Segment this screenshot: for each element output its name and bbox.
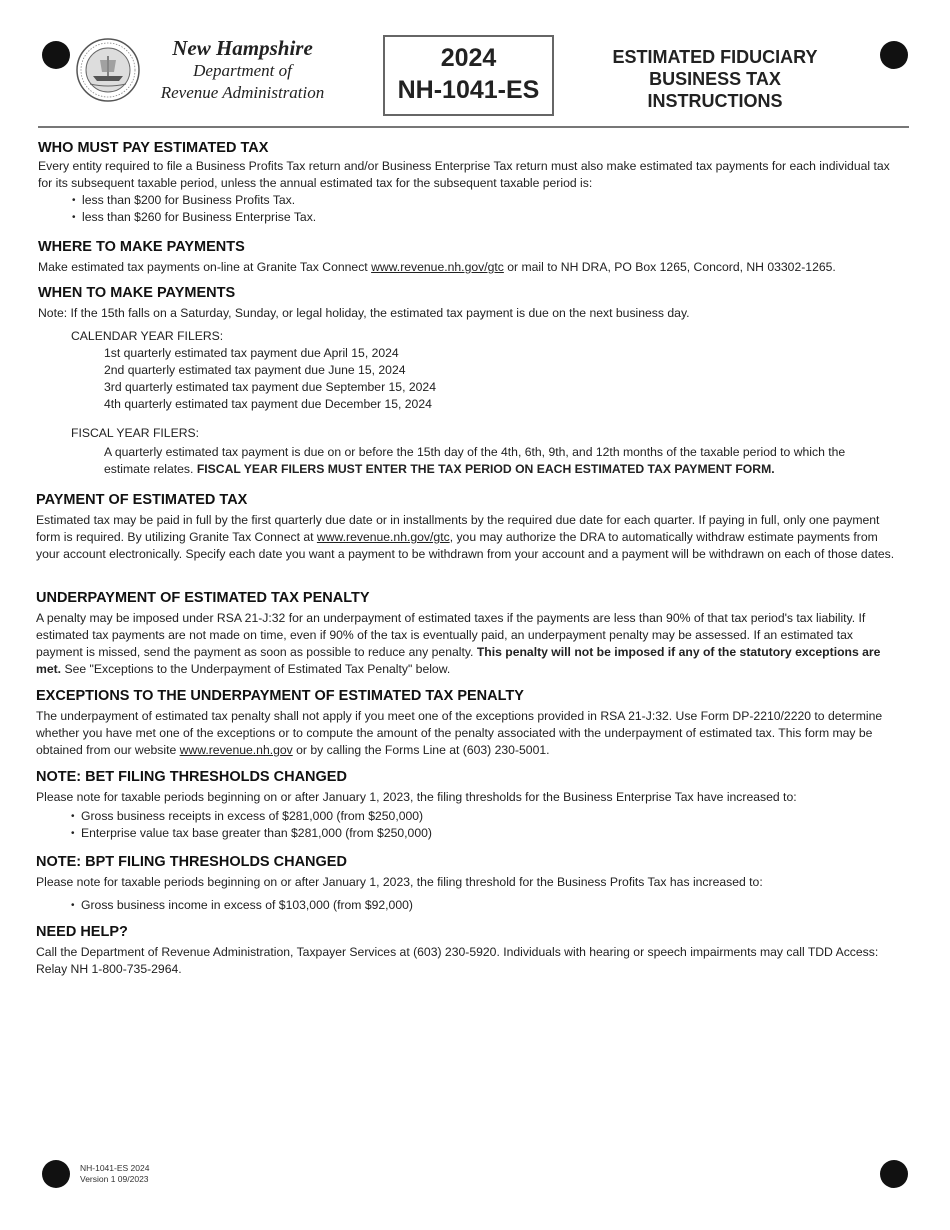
agency-name xyxy=(140,36,345,104)
fiscal-bold-text: FISCAL YEAR FILERS MUST ENTER THE TAX PERIOD ON EACH ESTIMATED TAX PAYMENT FORM. xyxy=(196,462,775,476)
registration-mark-bottom-left xyxy=(42,1160,70,1188)
section-need-help xyxy=(36,922,900,978)
document-title xyxy=(590,46,840,112)
section-text: Call the Department of Revenue Administration, Taxpayer Services at (603) 230-5920. Individuals with hearing or speech impairments may call TDD Access: Relay NH 1-800-735-2964. xyxy=(36,945,879,976)
gtc-link[interactable]: www.revenue.nh.gov/gtc xyxy=(316,530,450,544)
fiscal-label: FISCAL YEAR FILERS: xyxy=(71,426,200,440)
section-exceptions xyxy=(36,686,900,759)
section-bpt-thresholds xyxy=(36,852,900,914)
section-heading: PAYMENT OF ESTIMATED TAX xyxy=(36,492,248,508)
text-part: Estimated tax may be paid in full by the first quarterly due date or in installments by the required due date for each quarter. If paying in full, only one payment form is required. By utilizing Granite Tax Connect at xyxy=(36,513,880,544)
section-where-to-pay xyxy=(38,237,908,276)
section-heading: NOTE: BPT FILING THRESHOLDS CHANGED xyxy=(36,854,347,870)
website-link[interactable]: www.revenue.nh.gov xyxy=(179,743,293,757)
list-item: • Gross business income in excess of $103,000 (from $92,000) xyxy=(71,897,900,914)
form-number: NH-1041-ES xyxy=(397,76,540,104)
registration-mark-top-left xyxy=(42,41,70,69)
section-payment xyxy=(36,490,900,563)
calendar-label: CALENDAR YEAR FILERS: xyxy=(71,329,224,343)
section-bet-thresholds xyxy=(36,767,900,842)
nh-state-seal-icon xyxy=(76,38,140,102)
header-divider xyxy=(38,126,909,128)
section-heading: EXCEPTIONS TO THE UNDERPAYMENT OF ESTIMATED TAX PENALTY xyxy=(36,688,524,704)
title-line-3: INSTRUCTIONS xyxy=(647,91,783,111)
list-item: 1st quarterly estimated tax payment due April 15, 2024 xyxy=(104,346,399,360)
text-part: The underpayment of estimated tax penalty shall not apply if you meet one of the exceptions provided in RSA 21-J:32. Use Form DP-2210/2220 to determine whether you have met one of the exceptions or to compute the amount of the penalty associated with the underpayment of estimated tax. This form may be obtained from our website xyxy=(36,709,883,757)
section-when-to-pay xyxy=(38,283,908,478)
section-heading: NEED HELP? xyxy=(36,924,128,940)
threshold-list xyxy=(71,808,900,842)
section-text: Please note for taxable periods beginning on or after January 1, 2023, the filing threshold for the Business Profits Tax has increased to: xyxy=(36,875,763,889)
list-item: • less than $200 for Business Profits Tax. xyxy=(72,192,898,209)
section-heading: NOTE: BET FILING THRESHOLDS CHANGED xyxy=(36,769,347,785)
text-part: or by calling the Forms Line at (603) 230-5001. xyxy=(292,743,550,757)
title-line-2: BUSINESS TAX xyxy=(649,69,781,89)
section-text: Every entity required to file a Business Profits Tax return and/or Business Enterprise Tax return must also make estimated tax payments for each individual tax for its subsequent taxable period, unless the annual estimated tax for the subsequent taxable period is: xyxy=(38,159,890,190)
list-item: 3rd quarterly estimated tax payment due September 15, 2024 xyxy=(104,380,436,394)
section-text xyxy=(36,708,900,759)
section-note: Note: If the 15th falls on a Saturday, Sunday, or legal holiday, the estimated tax payment is due on the next business day. xyxy=(38,306,690,320)
list-item: • less than $260 for Business Enterprise Tax. xyxy=(72,209,898,226)
list-item: 2nd quarterly estimated tax payment due June 15, 2024 xyxy=(104,363,406,377)
section-heading: UNDERPAYMENT OF ESTIMATED TAX PENALTY xyxy=(36,590,370,606)
text-part: A quarterly estimated tax payment is due on or before the 15th day of the 4th, 6th, 9th, and 12th months of the taxable period to which the estimate relates. xyxy=(104,445,846,476)
text-part: or mail to NH DRA, PO Box 1265, Concord, NH 03302-1265. xyxy=(503,260,836,274)
agency-state: New Hampshire xyxy=(172,36,313,60)
text-part: Make estimated tax payments on-line at Granite Tax Connect xyxy=(38,260,372,274)
registration-mark-top-right xyxy=(880,41,908,69)
form-year: 2024 xyxy=(440,44,497,72)
list-item: 4th quarterly estimated tax payment due December 15, 2024 xyxy=(104,397,432,411)
section-underpayment-penalty xyxy=(36,588,900,678)
list-item: • Gross business receipts in excess of $281,000 (from $250,000) xyxy=(71,808,900,825)
agency-line-1: Department of xyxy=(193,61,292,80)
section-text xyxy=(38,259,908,276)
agency-line-2: Revenue Administration xyxy=(160,83,325,102)
section-who-must-pay xyxy=(38,138,898,226)
text-part: , you may authorize the DRA to automatically withdraw estimate payments from your account electronically. Specify each date you want a payment to be withdrawn from your account and a payment will be withdrawn on each of those dates. xyxy=(36,530,895,561)
section-text xyxy=(36,512,900,563)
fiscal-text xyxy=(104,444,874,478)
threshold-list xyxy=(72,192,898,226)
section-heading: WHEN TO MAKE PAYMENTS xyxy=(38,285,236,301)
title-line-1: ESTIMATED FIDUCIARY xyxy=(612,47,818,67)
form-footer xyxy=(80,1163,149,1185)
text-part: See "Exceptions to the Underpayment of Estimated Tax Penalty" below. xyxy=(61,662,451,676)
section-heading: WHERE TO MAKE PAYMENTS xyxy=(38,239,245,255)
registration-mark-bottom-right xyxy=(880,1160,908,1188)
footer-form-id: NH-1041-ES 2024 xyxy=(80,1163,150,1173)
footer-version: Version 1 09/2023 xyxy=(80,1174,149,1184)
text-part: A penalty may be imposed under RSA 21-J:32 for an underpayment of estimated taxes if the payments are less than 90% of that tax period's tax liability. If estimated tax payments are not made on time, even if 90% of the tax is eventually paid, an underpayment penalty may be assessed. If an estimated tax payment is missed, send the payment as soon as possible to reduce any penalty. xyxy=(36,611,866,659)
section-heading: WHO MUST PAY ESTIMATED TAX xyxy=(38,140,269,156)
section-text: Please note for taxable periods beginning on or after January 1, 2023, the filing thresholds for the Business Enterprise Tax have increased to: xyxy=(36,790,797,804)
calendar-dates xyxy=(104,345,908,413)
section-text xyxy=(36,610,900,678)
penalty-bold-text: This penalty will not be imposed if any of the statutory exceptions are met. xyxy=(36,645,881,676)
threshold-list xyxy=(71,897,900,914)
list-item: • Enterprise value tax base greater than $281,000 (from $250,000) xyxy=(71,825,900,842)
gtc-link[interactable]: www.revenue.nh.gov/gtc xyxy=(371,260,504,274)
form-id-box xyxy=(383,35,554,116)
